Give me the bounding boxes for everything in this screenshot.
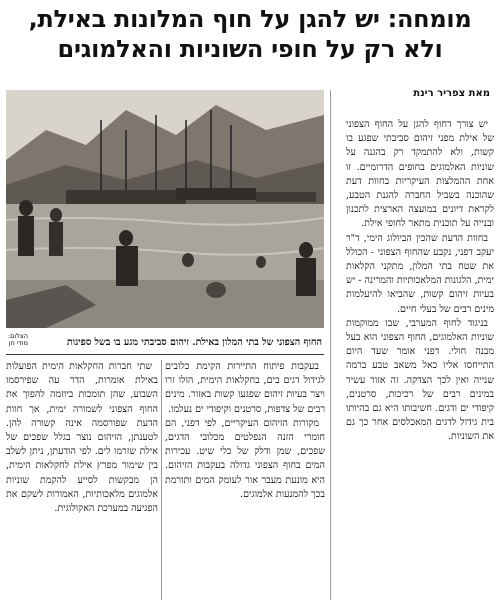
headline-line-2: ולא רק על חופי השוניות והאלמוגים [57,35,443,63]
photo-caption: החוף הצפוני של בתי המלון באילת. זיהום סביבתי מגע בו בשל ספינות [66,337,322,348]
beach-photo [6,90,324,328]
beach-photo-illustration [6,90,324,328]
article-headline [6,4,494,64]
paragraph: בניגוד לחוף המערבי, שבו ממוקמות שוניות האלמוגים, החוף הצפוני הוא בעל מבנה חולי. דפני אומר שעד היום התייחסו אליו כאל משאב טבע ברמה שנייה ואין לכך הצדקה. זה אזור עשיר במינים רבים של רכיכות, סרטנים, קיפודי ים ודגים. חשיבותו היא גם בהיותו בית גידול לדגים המאכלסים אחר כך גם את השוניות. [346,317,494,443]
paragraph: מקורות הזיהום העיקריים, לפי דפני, הם חומרי הזנה הנפלטים מכלובי הדגים, שפכים, שמן ודלק של כלי שיט. עכירות המים בחוף הצפוני גדולה בעקבות הזיהום. היא מונעת מעבר אור לעומק המים ותורמת בכך להמנעות אלמוגים. [165,417,325,500]
article-column-middle [165,360,325,604]
article-column-left [6,360,158,604]
column-rule [161,360,162,600]
byline: מאת צפריר רינת [413,88,490,99]
paragraph: בעקבות פיתוח התיירות הקימת כלובים לגידול דגים בים, בחקלאות הימית, הולו זרו ויצר בעיות זיהום שפגעו קשות באזור. מינים רבים של צדפות, סרטנים וקיפודי ים נעלמו. [165,361,325,415]
photo-credit: הצלום: מודי חן [7,332,28,347]
column-rule [330,90,331,600]
paragraph: שתי חברות החקלאות הימית הפועלות באילת אומרות, הדר עה שפירסמו השבוע, שהן תומכות ביוזמה להפוך את החוף הצפוני לשמורה ימית, אך חוות הדעת שפורסמה אינה קשורה להן. לטענתן, הזיהום נוצר בגלל שפכים של אילת שזרמו לים. לפי הודעתן, ניתן לשלב בין שימור מפרץ אילת לחקלאות הימית, הן מבקשות לסייע להקמת שוניות אלמוגים מלאכותיות, האמורות לשקם את הפגיעה במערכת האקולוגית. [6,361,158,515]
caption-divider [6,354,324,355]
article-column-right [346,118,494,604]
paragraph: יש צורך דחוף להגן על החוף הצפוני של אילת מפני זיהום סביבתי שפגע בו קשות, ולא להתמקד רק בהגנה על שוניות האלמוגים בחופים הדרומיים. זו אחת ההמלצות העיקריות בחוות דעת שהוכנה בשביל החברה להגנת הטבע, לקראת דיונים במועצה הארצית לתכנון ובנייה על תוכנית מתאר לחופי אילת. [346,119,494,230]
paragraph: בחוות הדעת שהכין הביולוג הימי, ד"ר יעקב דפני, נקבע שהחוף הצפוני - הכולל את שטח בתי המלון, מתקני הקלאות ימית, הלגונות המלאכותיות והמרינה - יש בעיות זיהום קשות, שהביאו להיעלמות מינים רבים של בעלי חיים. [346,232,494,315]
headline-line-1: מומחה: יש להגן על חוף המלונות באילת, [28,5,472,33]
